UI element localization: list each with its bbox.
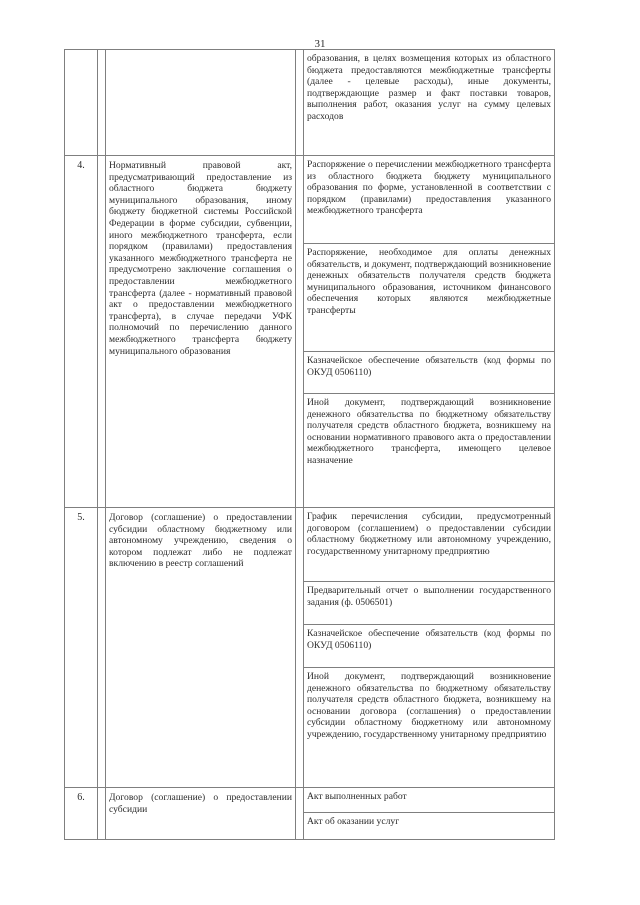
- row-number: 4.: [65, 156, 98, 508]
- document-item: Акт об оказании услуг: [307, 816, 400, 827]
- document-item: Иной документ, подтверждающий возникновение денежного обязательства по бюджетному обязательству получателя средств областного бюджета, возникшему на основании договора (соглашения) о предоставлении субсидии областному бюджетному или автономному учреждению, государственному унитарному предприятию: [307, 671, 551, 740]
- row-number: 5.: [65, 508, 98, 788]
- documents-cell: [304, 788, 555, 840]
- table-row: [65, 156, 555, 508]
- spacer-cell: [296, 50, 304, 156]
- spacer-cell: [296, 508, 304, 788]
- spacer-cell: [98, 788, 106, 840]
- document-item: образования, в целях возмещения которых из областного бюджета предоставляются межбюджетные трансферты (далее - целевые расходы), иные документы, подтверждающие размер и факт поставки товаров, выполнения работ, оказания услуг на сумму целевых расходов: [307, 53, 551, 122]
- document-item: Казначейское обеспечение обязательств (код формы по ОКУД 0506110): [304, 625, 554, 668]
- document-item: Казначейское обеспечение обязательств (код формы по ОКУД 0506110): [304, 352, 554, 394]
- spacer-cell: [98, 508, 106, 788]
- row-number: [65, 50, 98, 156]
- documents-cell: [304, 508, 555, 788]
- basis-cell: Договор (соглашение) о предоставлении субсидии: [106, 788, 296, 840]
- table-row: [65, 50, 555, 156]
- document-item: Распоряжение о перечислении межбюджетного трансферта из областного бюджета бюджету муниципального образования по форме, установленной в соответствии с порядком (правилами) предоставления указанного межбюджетного трансферта: [304, 156, 554, 244]
- spacer-cell: [98, 50, 106, 156]
- table-row: [65, 508, 555, 788]
- basis-cell: [106, 50, 296, 156]
- documents-cell: [304, 156, 555, 508]
- spacer-cell: [296, 788, 304, 840]
- basis-cell: Договор (соглашение) о предоставлении субсидии областному бюджетному или автономному учреждению, сведения о котором подлежат либо не подлежат включению в реестр соглашений: [106, 508, 296, 788]
- documents-cell: [304, 50, 555, 156]
- document-item: Распоряжение, необходимое для оплаты денежных обязательств, и документ, подтверждающий возникновение денежных обязательств получателя средств бюджета муниципального образования, источником финансового обеспечения которых являются межбюджетные трансферты: [304, 244, 554, 352]
- spacer-cell: [98, 156, 106, 508]
- document-item: Иной документ, подтверждающий возникновение денежного обязательства по бюджетному обязательству получателя средств областного бюджета, возникшему на основании нормативного правового акта о предоставлении межбюджетного трансферта, имеющего целевое назначение: [307, 397, 551, 466]
- document-item: Акт выполненных работ: [304, 788, 554, 813]
- row-number: 6.: [65, 788, 98, 840]
- page-number: 31: [314, 38, 326, 50]
- document-item: Предварительный отчет о выполнении государственного задания (ф. 0506501): [304, 582, 554, 625]
- document-item: График перечисления субсидии, предусмотренный договором (соглашением) о предоставлении субсидии областному бюджетному или автономному учреждению, государственному унитарному предприятию: [304, 508, 554, 582]
- spacer-cell: [296, 156, 304, 508]
- basis-cell: Нормативный правовой акт, предусматривающий предоставление из областного бюджета бюджету муниципального образования, иному бюджету бюджетной системы Российской Федерации в форме субсидии, субвенции, иного межбюджетного трансферта, если порядком (правилами) предоставления указанного межбюджетного трансферта не предусмотрено заключение соглашения о предоставлении межбюджетного трансферта (далее - нормативный правовой акт о предоставлении межбюджетного трансферта), в случае передачи УФК полномочий по перечислению данного межбюджетного трансферта бюджету муниципального образования: [106, 156, 296, 508]
- documents-table: [64, 49, 555, 840]
- table-row: [65, 788, 555, 840]
